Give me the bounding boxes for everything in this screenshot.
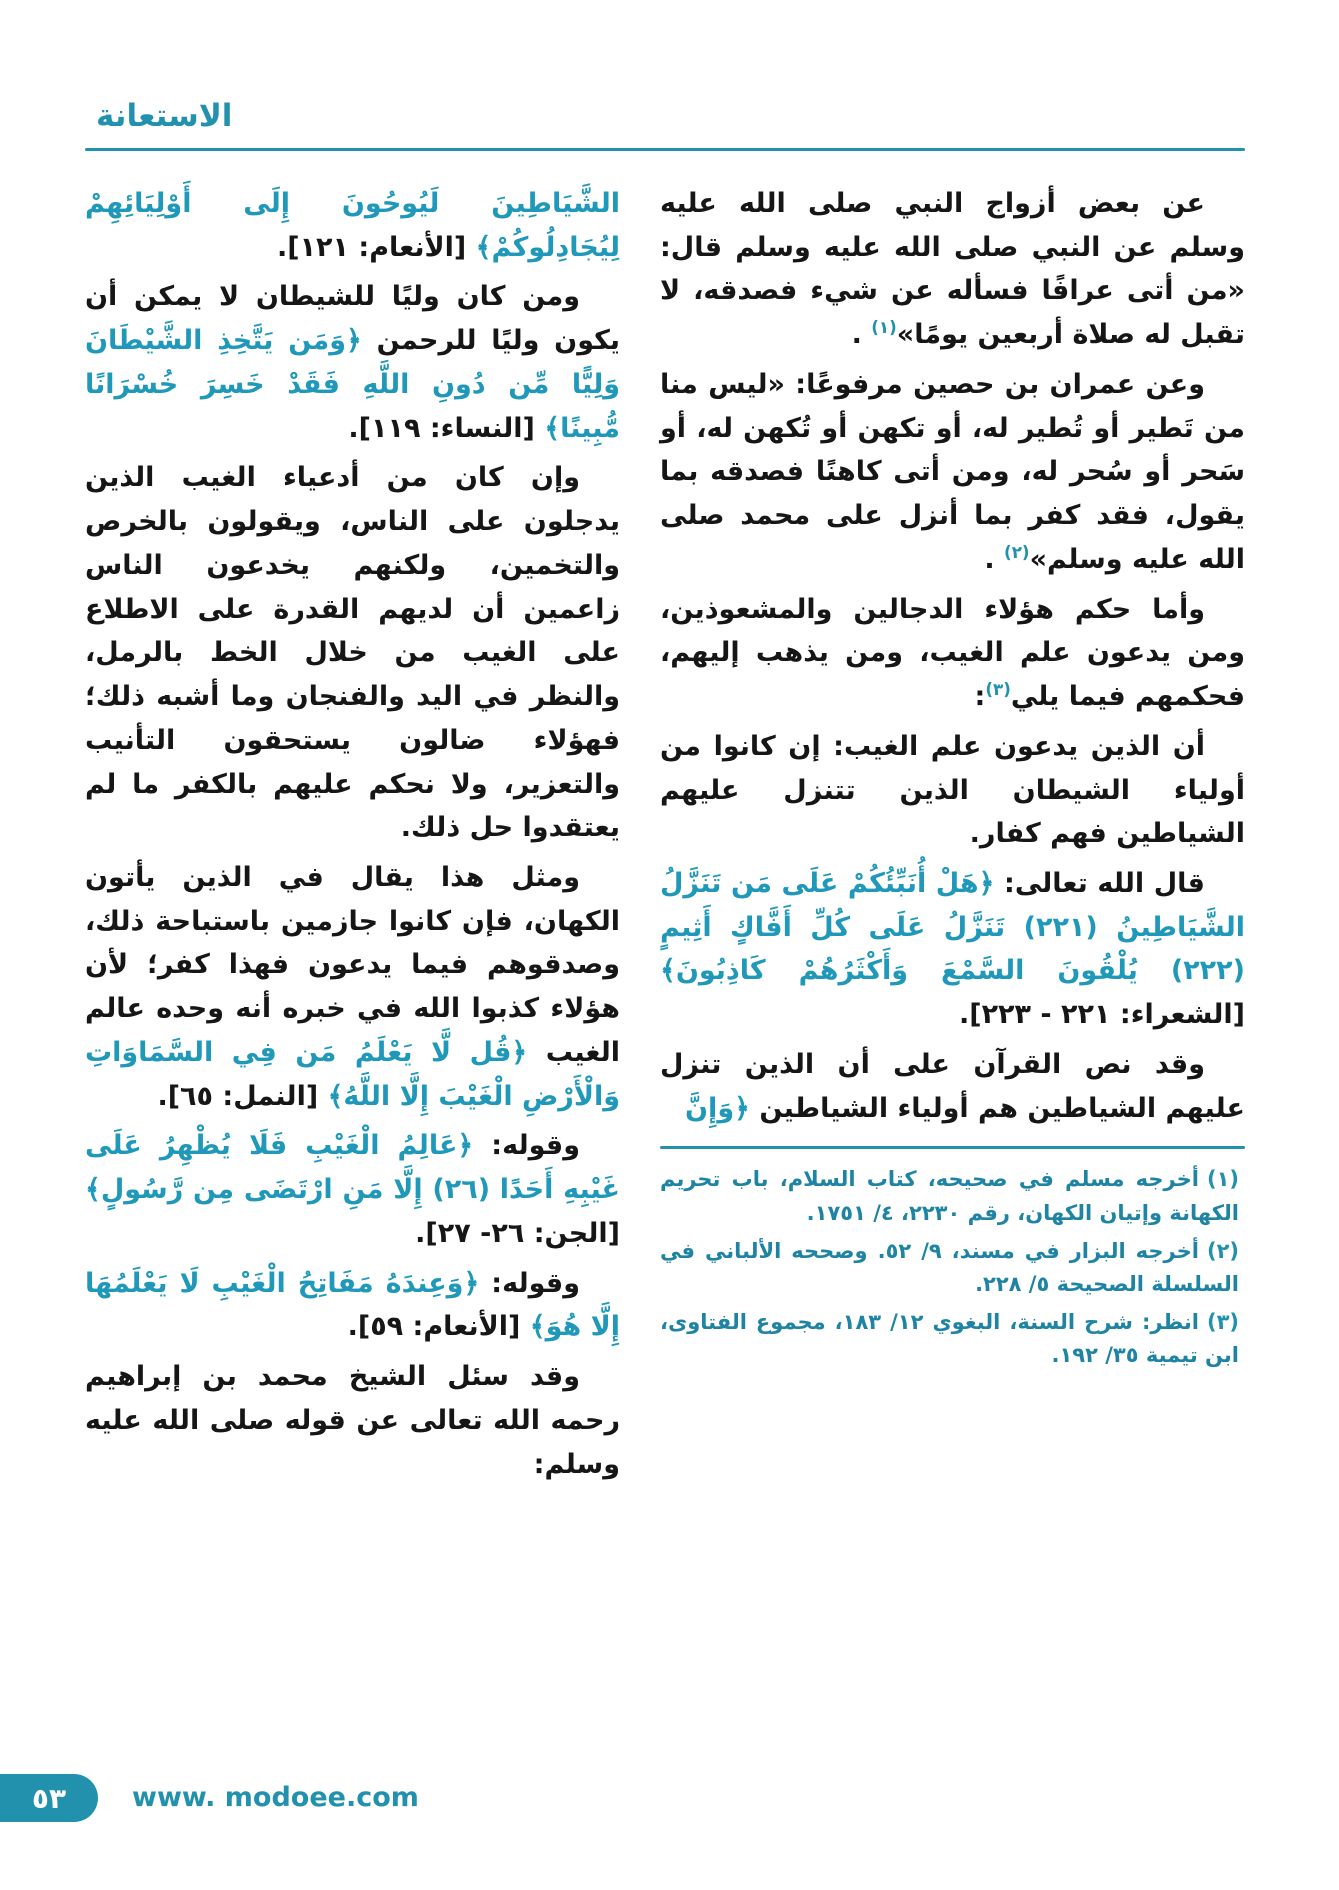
body-text: أن الذين يدعون علم الغيب: إن كانوا من أولياء الشيطان الذين تتنزل عليهم الشياطين فهم كفار. <box>660 730 1245 850</box>
column-right <box>660 182 1245 1492</box>
footnote-ref: (١) <box>871 317 897 338</box>
body-text: [الجن: ٢٦- ٢٧]. <box>415 1217 620 1249</box>
paragraph <box>85 1124 620 1255</box>
footnote-divider <box>660 1146 1245 1149</box>
body-text: [النساء: ١١٩]. <box>348 412 545 444</box>
body-text: عن بعض أزواج النبي صلى الله عليه وسلم عن النبي صلى الله عليه وسلم قال: «من أتى عرافًا فسأله عن شيء فصدقه، لا تقبل له صلاة أربعين يومًا» <box>660 188 1245 351</box>
page-number-badge <box>0 1774 98 1822</box>
paragraph <box>85 1262 620 1349</box>
body-text: [النمل: ٦٥]. <box>157 1080 328 1112</box>
footnote-item <box>660 1163 1245 1230</box>
website-link[interactable]: www. modoee.com <box>132 1782 419 1813</box>
body-text: وقد نص القرآن على أن الذين تنزل عليهم الشياطين هم أولياء الشياطين <box>660 1048 1245 1124</box>
quran-verse: ﴿هَلْ أُنَبِّئُكُمْ عَلَى مَن تَنَزَّلُ الشَّيَاطِينُ (٢٢١) تَنَزَّلُ عَلَى كُلِّ أَفَّاكٍ أَثِيمٍ (٢٢٢) يُلْقُونَ السَّمْعَ وَأَكْثَرُهُمْ كَاذِبُونَ﴾ <box>660 868 1245 987</box>
paragraph <box>85 456 620 850</box>
paragraph <box>660 1043 1245 1130</box>
body-text: وقوله: <box>473 1130 580 1162</box>
column-left <box>85 182 620 1492</box>
footnote-text: انظر: شرح السنة، البغوي ١٢/ ١٨٣، مجموع الفتاوى، ابن تيمية ٣٥/ ١٩٢. <box>660 1309 1239 1368</box>
footnote-list <box>660 1163 1245 1373</box>
paragraph <box>660 182 1245 357</box>
footnote-text: أخرجه البزار في مسند، ٩/ ٥٢. وصححه الألباني في السلسلة الصحيحة ٥/ ٢٢٨. <box>660 1238 1239 1297</box>
paragraph <box>660 588 1245 719</box>
body-text: . <box>851 319 872 351</box>
column-left-paragraphs <box>85 182 620 1486</box>
footnote-text: أخرجه مسلم في صحيحه، كتاب السلام، باب تحريم الكهانة وإتيان الكهان، رقم ٢٢٣٠، ٤/ ١٧٥١. <box>660 1167 1239 1226</box>
quran-verse: ﴿وَمَن يَتَّخِذِ الشَّيْطَانَ وَلِيًّا مِّن دُونِ اللَّهِ فَقَدْ خَسِرَ خُسْرَانًا مُّبِينًا﴾ <box>85 325 620 444</box>
page-title: الاستعانة <box>96 98 233 134</box>
body-text: . <box>984 543 1005 575</box>
footnote-number: (٣) <box>1206 1309 1240 1334</box>
paragraph <box>85 1355 620 1486</box>
page-number: ٥٣ <box>31 1781 67 1815</box>
quran-verse: ﴿وَإِنَّ <box>685 1092 750 1124</box>
body-text: وعن عمران بن حصين مرفوعًا: «ليس منا من تَطير أو تُطير له، أو تكهن أو تُكهن له، أو سَحر أو سُحر له، ومن أتى كاهنًا فصدقه بما يقول، فقد كفر بما أنزل على محمد صلى الله عليه وسلم» <box>660 368 1245 575</box>
body-text: [الأنعام: ٥٩]. <box>347 1311 530 1343</box>
text-columns <box>85 182 1245 1492</box>
quran-verse: ﴿قُل لَّا يَعْلَمُ مَن فِي السَّمَاوَاتِ وَالْأَرْضِ الْغَيْبَ إِلَّا اللَّهُ﴾ <box>85 1036 620 1112</box>
body-text: وأما حكم هؤلاء الدجالين والمشعوذين، ومن يدعون علم الغيب، ومن يذهب إليهم، فحكمهم فيما يلي <box>660 593 1245 713</box>
header-divider <box>85 148 1245 151</box>
body-text: وقوله: <box>479 1267 580 1299</box>
footnote-number: (١) <box>1206 1167 1239 1192</box>
footnote-number: (٢) <box>1206 1238 1239 1263</box>
body-text: : <box>974 681 986 713</box>
body-text: وإن كان من أدعياء الغيب الذين يدجلون على الناس، ويقولون بالخرص والتخمين، ولكنهم يخدعون الناس زاعمين أن لديهم القدرة على الاطلاع على الغيب من خلال الخط بالرمل، والنظر في اليد والفنجان وما أشبه ذلك؛ فهؤلاء ضالون يستحقون التأنيب والتعزير، ولا نحكم عليهم بالكفر ما لم يعتقدوا حل ذلك. <box>85 462 620 844</box>
body-text: ومن كان وليًا للشيطان لا يمكن أن يكون وليًا للرحمن <box>85 281 620 357</box>
body-text: [الشعراء: ٢٢١ - ٢٢٣]. <box>958 999 1245 1031</box>
paragraph <box>660 725 1245 856</box>
footnote-item <box>660 1306 1245 1373</box>
paragraph <box>85 275 620 450</box>
body-text: قال الله تعالى: <box>994 868 1205 900</box>
paragraph <box>85 856 620 1118</box>
column-right-paragraphs <box>660 182 1245 1130</box>
footnote-ref: (٣) <box>985 679 1011 700</box>
paragraph <box>85 182 620 269</box>
body-text: [الأنعام: ١٢١]. <box>276 231 476 263</box>
quran-verse: الشَّيَاطِينَ لَيُوحُونَ إِلَى أَوْلِيَائِهِمْ لِيُجَادِلُوكُمْ﴾ <box>85 188 620 263</box>
quran-verse: ﴿عَالِمُ الْغَيْبِ فَلَا يُظْهِرُ عَلَى غَيْبِهِ أَحَدًا (٢٦) إِلَّا مَنِ ارْتَضَى مِن رَّسُولٍ﴾ <box>85 1130 620 1206</box>
footnote-ref: (٢) <box>1004 541 1030 562</box>
footnote-item <box>660 1235 1245 1302</box>
body-text: وقد سئل الشيخ محمد بن إبراهيم رحمه الله تعالى عن قوله صلى الله عليه وسلم: <box>85 1361 620 1480</box>
body-text: ومثل هذا يقال في الذين يأتون الكهان، فإن كانوا جازمين باستباحة ذلك، وصدقوهم فيما يدعون فهذا كفر؛ لأن هؤلاء كذبوا الله في خبره أنه وحده عالم الغيب <box>85 862 621 1068</box>
quran-verse: ﴿وَعِندَهُ مَفَاتِحُ الْغَيْبِ لَا يَعْلَمُهَا إِلَّا هُوَ﴾ <box>85 1267 620 1343</box>
paragraph <box>660 363 1245 582</box>
paragraph <box>660 862 1245 1037</box>
